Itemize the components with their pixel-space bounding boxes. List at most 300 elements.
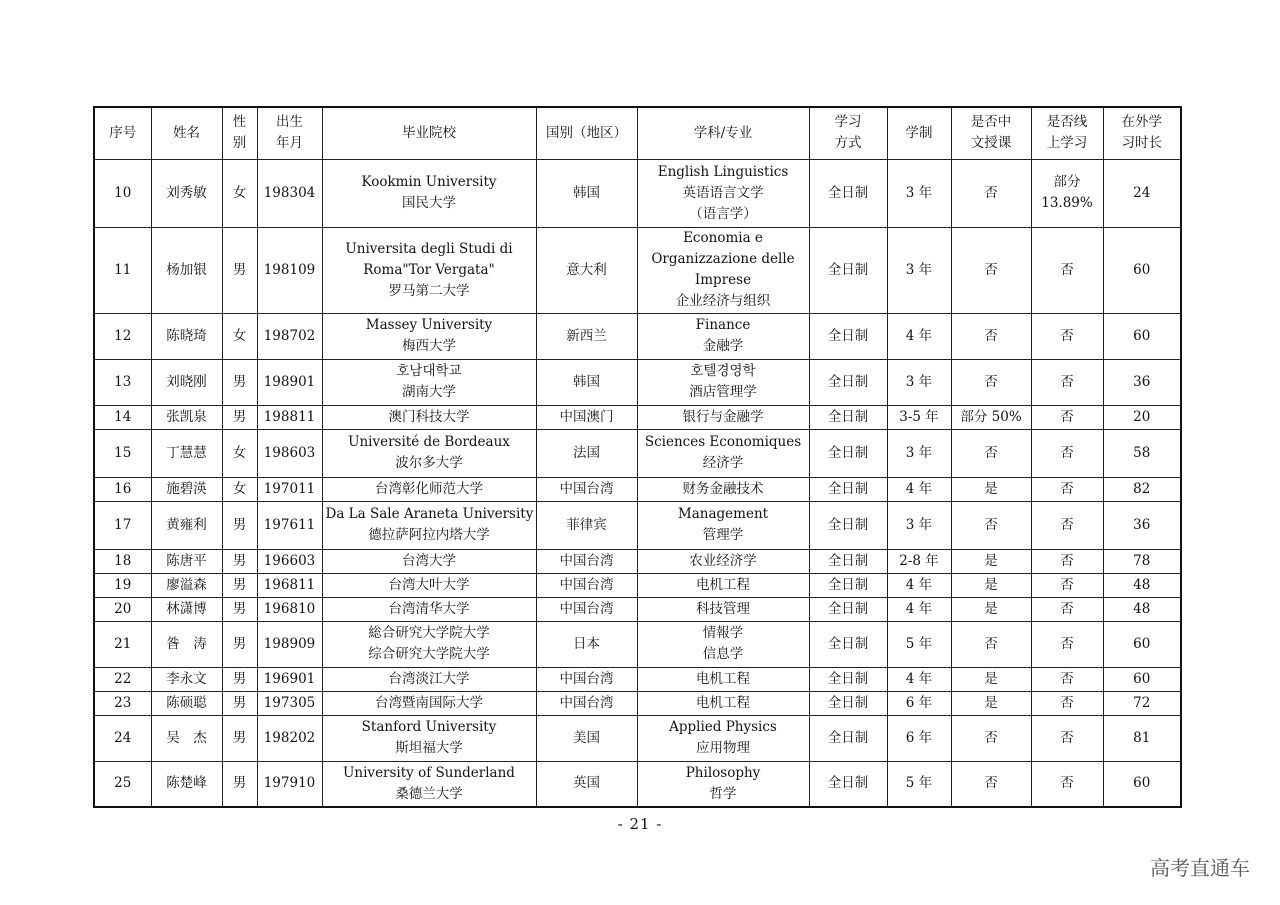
online-line: 否 [1060,516,1074,533]
header-mode [809,107,887,159]
online-line: 否 [1060,729,1074,746]
school-line: 澳门科技大学 [388,408,470,425]
cell-gender: 男 [222,715,257,761]
cell-school [322,549,536,573]
major-line: 电机工程 [696,670,750,687]
school-line: 台湾大学 [402,552,456,569]
cell-major [637,667,809,691]
cell-chinese: 否 [951,359,1031,405]
cell-years: 3 年 [887,429,951,477]
cell-online [1031,573,1103,597]
header-row [94,107,1181,159]
online-line: 否 [1060,373,1074,390]
cell-country: 新西兰 [536,313,637,359]
table-row [94,359,1181,405]
cell-no: 22 [94,667,151,691]
header-label: 是否线 [1046,114,1088,131]
table-row [94,429,1181,477]
cell-duration: 48 [1103,573,1181,597]
cell-mode: 全日制 [809,691,887,715]
cell-major [637,359,809,405]
cell-gender: 女 [222,429,257,477]
cell-online [1031,429,1103,477]
header-label: 习时长 [1121,135,1162,152]
cell-birth: 198304 [257,159,322,227]
table-row [94,501,1181,549]
cell-birth: 197011 [257,477,322,501]
cell-birth: 198901 [257,359,322,405]
cell-name: 李永文 [151,667,222,691]
table-row [94,573,1181,597]
cell-duration: 72 [1103,691,1181,715]
major-line: 企业经济与组织 [675,293,771,309]
cell-years: 4 年 [887,597,951,621]
cell-birth: 198109 [257,227,322,313]
cell-no: 12 [94,313,151,359]
school-line: University of Sunderland [343,764,515,781]
header-label: 学制 [905,124,933,141]
cell-major [637,691,809,715]
cell-name: 昝 涛 [151,621,222,667]
school-line: 台湾暨南国际大学 [375,694,483,711]
cell-gender: 男 [222,667,257,691]
table-header [94,107,1181,159]
cell-gender: 男 [222,227,257,313]
cell-no: 18 [94,549,151,573]
cell-school [322,715,536,761]
cell-school [322,667,536,691]
cell-name: 陈楚峰 [151,761,222,807]
major-line: 信息学 [702,646,744,662]
cell-duration: 60 [1103,227,1181,313]
online-line: 否 [1060,261,1074,278]
cell-years: 5 年 [887,761,951,807]
cell-no: 13 [94,359,151,405]
cell-mode: 全日制 [809,159,887,227]
cell-years: 4 年 [887,477,951,501]
cell-major [637,159,809,227]
cell-country: 日本 [536,621,637,667]
cell-duration: 24 [1103,159,1181,227]
cell-country: 英国 [536,761,637,807]
cell-birth: 197305 [257,691,322,715]
cell-gender: 男 [222,405,257,429]
cell-mode: 全日制 [809,761,887,807]
cell-no: 10 [94,159,151,227]
header-label: 序号 [109,124,137,141]
major-line: 金融学 [702,338,744,354]
cell-years: 3 年 [887,227,951,313]
cell-duration: 48 [1103,597,1181,621]
cell-mode: 全日制 [809,429,887,477]
cell-mode: 全日制 [809,573,887,597]
school-line: 罗马第二大学 [388,282,470,299]
school-line: Stanford University [361,719,497,735]
cell-major [637,477,809,501]
cell-duration: 60 [1103,667,1181,691]
cell-mode: 全日制 [809,405,887,429]
cell-online [1031,313,1103,359]
major-line: 农业经济学 [689,552,757,569]
cell-name: 刘秀敏 [151,159,222,227]
cell-chinese: 否 [951,715,1031,761]
cell-country: 菲律宾 [536,501,637,549]
cell-years: 4 年 [887,313,951,359]
school-line: 総合研究大学院大学 [368,625,490,641]
table-row [94,477,1181,501]
online-line: 否 [1060,775,1074,792]
header-name [151,107,222,159]
header-no [94,107,151,159]
cell-school [322,159,536,227]
cell-years: 3 年 [887,501,951,549]
cell-duration: 58 [1103,429,1181,477]
table-row [94,621,1181,667]
cell-no: 17 [94,501,151,549]
cell-chinese: 部分 50% [951,405,1031,429]
cell-no: 14 [94,405,151,429]
cell-online [1031,667,1103,691]
cell-name: 陈硕聪 [151,691,222,715]
major-line: Economia e [683,230,763,246]
cell-years: 5 年 [887,621,951,667]
cell-online [1031,691,1103,715]
cell-major [637,597,809,621]
major-line: Sciences Economiques [644,434,802,450]
table-row [94,715,1181,761]
cell-duration: 78 [1103,549,1181,573]
cell-chinese: 否 [951,227,1031,313]
school-line: 台湾清华大学 [388,600,470,617]
cell-country: 中国台湾 [536,477,637,501]
school-line: 斯坦福大学 [395,740,463,756]
cell-years: 3 年 [887,159,951,227]
header-label: 出生 [276,114,303,131]
cell-chinese: 否 [951,429,1031,477]
table-body [94,159,1181,807]
school-line: Université de Bordeaux [348,434,510,450]
cell-online [1031,359,1103,405]
cell-birth: 198909 [257,621,322,667]
major-line: Organizzazione delle [651,251,795,267]
cell-school [322,501,536,549]
cell-major [637,429,809,477]
cell-mode: 全日制 [809,501,887,549]
cell-online [1031,761,1103,807]
cell-chinese: 否 [951,501,1031,549]
cell-major [637,573,809,597]
cell-school [322,691,536,715]
major-line: 应用物理 [696,740,750,756]
cell-duration: 36 [1103,359,1181,405]
major-line: 酒店管理学 [689,384,757,400]
table-row [94,691,1181,715]
cell-major [637,313,809,359]
major-line: 管理学 [702,527,744,543]
cell-duration: 60 [1103,313,1181,359]
cell-mode: 全日制 [809,715,887,761]
cell-name: 吴 杰 [151,715,222,761]
school-line: 综合研究大学院大学 [368,646,490,662]
cell-gender: 男 [222,761,257,807]
header-label: 上学习 [1046,135,1088,152]
cell-country: 意大利 [536,227,637,313]
cell-country: 韩国 [536,159,637,227]
cell-country: 法国 [536,429,637,477]
header-label: 学习 [834,114,862,131]
cell-chinese: 否 [951,761,1031,807]
cell-duration: 60 [1103,621,1181,667]
cell-name: 陈唐平 [151,549,222,573]
school-line: Universita degli Studi di [345,240,513,257]
online-line: 否 [1060,635,1074,652]
header-chinese [951,107,1031,159]
page-number: - 21 - [617,815,663,833]
cell-major [637,405,809,429]
school-line: Roma"Tor Vergata" [363,261,495,278]
cell-chinese: 是 [951,549,1031,573]
cell-no: 16 [94,477,151,501]
cell-major [637,549,809,573]
cell-mode: 全日制 [809,359,887,405]
cell-duration: 60 [1103,761,1181,807]
cell-gender: 男 [222,501,257,549]
cell-online [1031,159,1103,227]
cell-school [322,761,536,807]
cell-mode: 全日制 [809,313,887,359]
online-line: 否 [1060,600,1074,617]
school-line: Da La Sale Araneta University [325,506,534,522]
cell-name: 丁慧慧 [151,429,222,477]
cell-major [637,715,809,761]
cell-gender: 女 [222,313,257,359]
school-line: 台湾大叶大学 [388,576,470,593]
cell-mode: 全日制 [809,667,887,691]
major-line: 财务金融技术 [682,480,764,497]
cell-chinese: 是 [951,597,1031,621]
cell-chinese: 是 [951,691,1031,715]
cell-gender: 女 [222,159,257,227]
online-line: 部分 [1053,174,1081,190]
cell-country: 中国澳门 [536,405,637,429]
cell-school [322,597,536,621]
cell-no: 25 [94,761,151,807]
cell-birth: 196811 [257,573,322,597]
table-row [94,667,1181,691]
cell-duration: 81 [1103,715,1181,761]
cell-gender: 男 [222,549,257,573]
cell-birth: 198603 [257,429,322,477]
watermark-logo: 高考直通车 [1150,856,1250,880]
cell-birth: 198202 [257,715,322,761]
header-label: 毕业院校 [402,124,456,141]
major-line: 情報学 [702,625,744,641]
cell-chinese: 是 [951,477,1031,501]
cell-chinese: 否 [951,621,1031,667]
header-label: 学科/专业 [693,124,753,141]
header-duration [1103,107,1181,159]
cell-years: 3 年 [887,359,951,405]
cell-major [637,761,809,807]
cell-country: 中国台湾 [536,667,637,691]
online-line: 13.89% [1041,195,1093,211]
major-line: 电机工程 [696,694,750,711]
online-line: 否 [1060,670,1074,687]
cell-name: 张凯泉 [151,405,222,429]
table-row [94,549,1181,573]
header-label: 别 [232,135,247,152]
major-line: 经济学 [702,455,744,471]
cell-mode: 全日制 [809,477,887,501]
cell-major [637,501,809,549]
cell-name: 陈晓琦 [151,313,222,359]
school-line: 国民大学 [402,195,456,211]
header-label: 方式 [834,135,862,152]
cell-country: 韩国 [536,359,637,405]
major-line: 电机工程 [696,576,750,593]
cell-no: 21 [94,621,151,667]
school-line: Massey University [365,317,493,333]
online-line: 否 [1060,552,1074,569]
cell-birth: 197611 [257,501,322,549]
cell-no: 20 [94,597,151,621]
cell-gender: 男 [222,359,257,405]
school-line: 台湾淡江大学 [388,670,470,687]
major-line: Applied Physics [669,719,777,735]
major-line: 科技管理 [696,600,750,617]
cell-years: 4 年 [887,573,951,597]
online-line: 否 [1060,480,1074,497]
cell-school [322,405,536,429]
header-label: 性 [232,114,247,131]
cell-no: 11 [94,227,151,313]
major-line: Management [677,506,769,522]
school-line: 梅西大学 [402,338,456,354]
cell-years: 4 年 [887,667,951,691]
major-line: （语言学） [689,205,757,222]
header-label: 国别（地区） [546,124,627,141]
cell-school [322,227,536,313]
online-line: 否 [1060,576,1074,593]
school-line: 湖南大学 [402,384,456,400]
header-country [536,107,637,159]
major-line: Imprese [694,272,752,288]
cell-country: 中国台湾 [536,597,637,621]
cell-birth: 198702 [257,313,322,359]
header-major [637,107,809,159]
cell-major [637,227,809,313]
cell-no: 15 [94,429,151,477]
cell-school [322,313,536,359]
cell-online [1031,597,1103,621]
school-line: 台湾彰化师范大学 [375,480,483,497]
cell-online [1031,715,1103,761]
cell-name: 廖溢森 [151,573,222,597]
cell-birth: 196901 [257,667,322,691]
cell-school [322,573,536,597]
cell-no: 23 [94,691,151,715]
cell-chinese: 是 [951,573,1031,597]
header-label: 年月 [276,135,303,152]
major-line: English Linguistics [657,163,789,180]
header-gender [222,107,257,159]
student-table [93,106,1182,808]
school-line: 德拉萨阿拉内塔大学 [368,527,490,543]
cell-years: 3-5 年 [887,405,951,429]
cell-name: 黄雍利 [151,501,222,549]
cell-name: 林潇博 [151,597,222,621]
cell-online [1031,227,1103,313]
header-label: 姓名 [173,124,200,141]
header-birth [257,107,322,159]
cell-chinese: 是 [951,667,1031,691]
cell-gender: 男 [222,691,257,715]
school-line: 호남대학교 [396,363,462,379]
cell-no: 19 [94,573,151,597]
cell-gender: 女 [222,477,257,501]
header-school [322,107,536,159]
cell-country: 中国台湾 [536,691,637,715]
cell-gender: 男 [222,597,257,621]
cell-mode: 全日制 [809,597,887,621]
table-row [94,313,1181,359]
cell-country: 中国台湾 [536,549,637,573]
header-label: 在外学 [1121,114,1162,131]
cell-birth: 197910 [257,761,322,807]
cell-school [322,621,536,667]
cell-name: 刘晓刚 [151,359,222,405]
cell-online [1031,501,1103,549]
major-line: Philosophy [685,764,761,781]
major-line: 英语语言文学 [682,184,764,201]
school-line: Kookmin University [361,174,497,190]
table-row [94,405,1181,429]
cell-birth: 196810 [257,597,322,621]
school-line: 波尔多大学 [395,455,463,471]
cell-mode: 全日制 [809,227,887,313]
major-line: 호텔경영학 [690,363,756,379]
cell-mode: 全日制 [809,621,887,667]
cell-name: 杨加银 [151,227,222,313]
cell-birth: 196603 [257,549,322,573]
cell-online [1031,549,1103,573]
cell-no: 24 [94,715,151,761]
major-line: 银行与金融学 [682,408,764,425]
cell-birth: 198811 [257,405,322,429]
online-line: 否 [1060,327,1074,344]
cell-duration: 20 [1103,405,1181,429]
cell-gender: 男 [222,621,257,667]
cell-chinese: 否 [951,313,1031,359]
header-label: 是否中 [970,114,1012,131]
cell-online [1031,405,1103,429]
cell-country: 美国 [536,715,637,761]
cell-online [1031,621,1103,667]
cell-mode: 全日制 [809,549,887,573]
cell-years: 6 年 [887,715,951,761]
cell-duration: 82 [1103,477,1181,501]
school-line: 桑德兰大学 [395,785,463,802]
cell-name: 施碧渶 [151,477,222,501]
major-line: Finance [695,317,751,333]
cell-school [322,359,536,405]
online-line: 否 [1060,408,1074,425]
header-years [887,107,951,159]
table-row [94,159,1181,227]
cell-duration: 36 [1103,501,1181,549]
online-line: 否 [1060,694,1074,711]
cell-online [1031,477,1103,501]
